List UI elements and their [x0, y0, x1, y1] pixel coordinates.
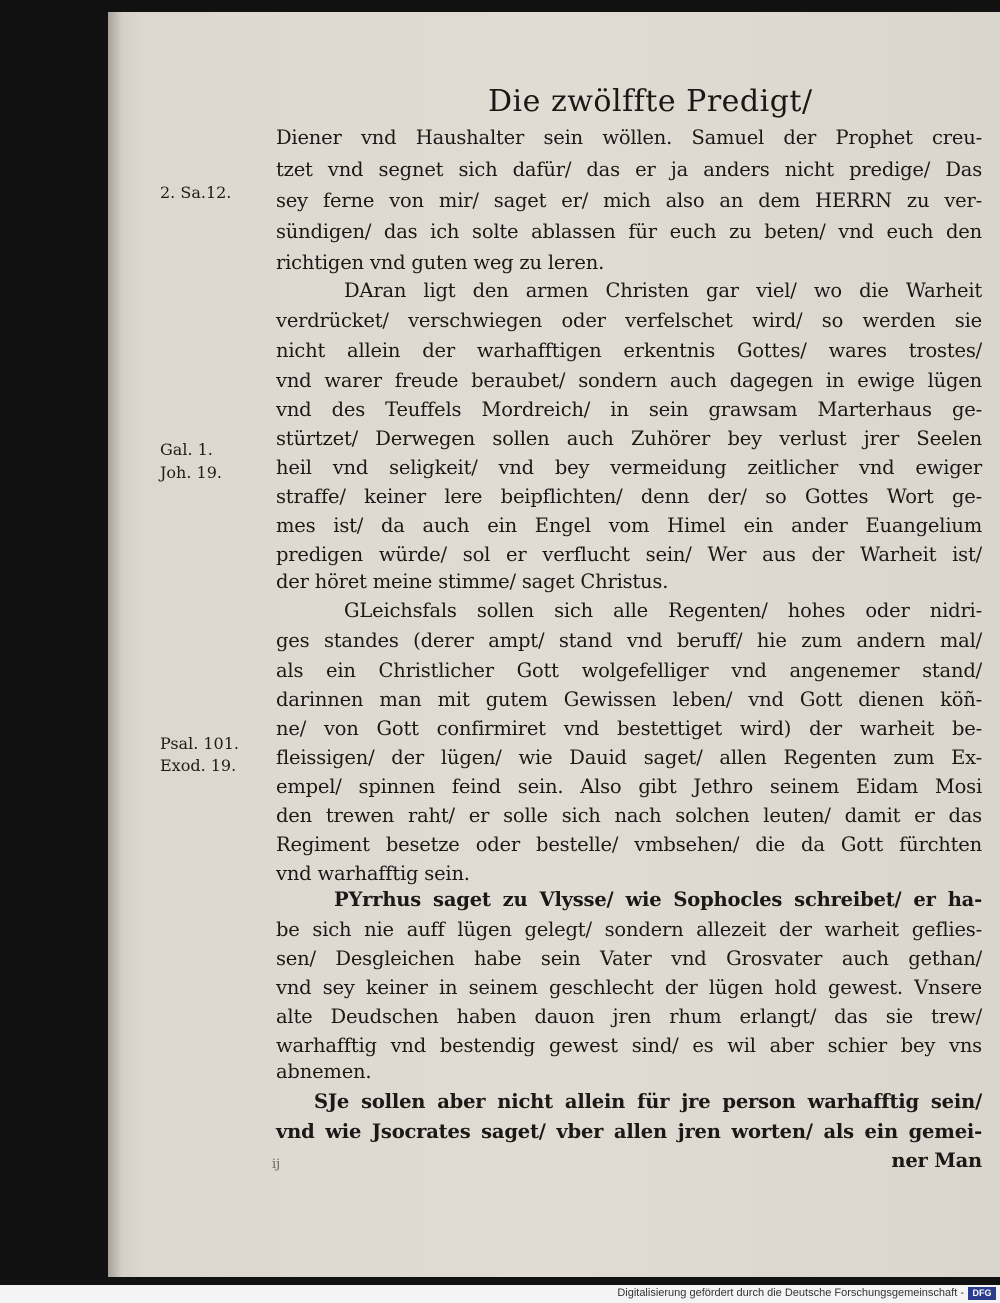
text-line: vnd warhafftig sein.: [276, 862, 470, 885]
dfg-logo: DFG: [968, 1287, 996, 1300]
text-line: Diener vnd Haushalter sein wöllen. Samuel der Prophet creu-: [276, 126, 982, 149]
text-line: sey ferne von mir/ saget er/ mich also an dem HERRN zu ver-: [276, 189, 982, 212]
marginal-reference: Joh. 19.: [160, 463, 222, 482]
signature-mark: ij: [272, 1157, 281, 1172]
text-line: alte Deudschen haben dauon jren rhum erlangt/ das sie trew/: [276, 1005, 982, 1028]
text-line: verdrücket/ verschwiegen oder verfelschet wird/ so werden sie: [276, 309, 982, 332]
text-line: ges standes (derer ampt/ stand vnd beruff/ hie zum andern mal/: [276, 629, 982, 652]
text-line: richtigen vnd guten weg zu leren.: [276, 251, 605, 274]
text-line: vnd sey keiner in seinem geschlecht der lügen hold gewest. Vnsere: [276, 976, 982, 999]
text-line: abnemen.: [276, 1060, 372, 1083]
footer-bar: [0, 1285, 1000, 1303]
text-line: vnd des Teuffels Mordreich/ in sein grawsam Marterhaus ge-: [276, 398, 982, 421]
text-line: vnd warer freude beraubet/ sondern auch dagegen in ewige lügen: [276, 369, 982, 392]
text-line: darinnen man mit gutem Gewissen leben/ vnd Gott dienen köñ-: [276, 688, 982, 711]
paragraph-initial-line: DAran ligt den armen Christen gar viel/ wo die Warheit: [344, 279, 982, 302]
text-line: den trewen raht/ er solle sich nach solchen leuten/ damit er das: [276, 804, 982, 827]
marginal-reference: Exod. 19.: [160, 756, 237, 775]
text-line: der höret meine stimme/ saget Christus.: [276, 570, 669, 593]
text-line: Regiment besetze oder bestelle/ vmbsehen/ die da Gott fürchten: [276, 833, 982, 856]
text-line: heil vnd seligkeit/ vnd bey vermeidung zeitlicher vnd ewiger: [276, 456, 982, 479]
text-line: sündigen/ das ich solte ablassen für euch zu beten/ vnd euch den: [276, 220, 982, 243]
text-line: als ein Christlicher Gott wolgefelliger vnd angenemer stand/: [276, 659, 982, 682]
page-gutter-shadow: [108, 12, 122, 1277]
text-line: nicht allein der warhafftigen erkentnis Gottes/ wares trostes/: [276, 339, 982, 362]
paragraph-initial-line: GLeichsfals sollen sich alle Regenten/ hohes oder nidri-: [344, 599, 982, 622]
paragraph-initial-line: SJe sollen aber nicht allein für jre person warhafftig sein/: [314, 1090, 982, 1113]
text-line: sen/ Desgleichen habe sein Vater vnd Grosvater auch gethan/: [276, 947, 982, 970]
catchword: ner Man: [891, 1149, 982, 1172]
text-line: vnd wie Jsocrates saget/ vber allen jren worten/ als ein gemei-: [276, 1120, 982, 1143]
marginal-reference: Psal. 101.: [160, 734, 239, 753]
funding-credit: Digitalisierung gefördert durch die Deutsche Forschungsgemeinschaft -: [617, 1287, 964, 1299]
running-head: Die zwölffte Predigt/: [488, 84, 813, 119]
text-line: straffe/ keiner lere beipflichten/ denn der/ so Gottes Wort ge-: [276, 485, 982, 508]
book-page: [108, 12, 1000, 1277]
text-line: ne/ von Gott confirmiret vnd bestettiget wird) der warheit be-: [276, 717, 982, 740]
text-line: be sich nie auff lügen gelegt/ sondern allezeit der warheit geflies-: [276, 918, 982, 941]
text-line: empel/ spinnen feind sein. Also gibt Jethro seinem Eidam Mosi: [276, 775, 982, 798]
text-line: stürtzet/ Derwegen sollen auch Zuhörer bey verlust jrer Seelen: [276, 427, 982, 450]
text-line: fleissigen/ der lügen/ wie Dauid saget/ allen Regenten zum Ex-: [276, 746, 982, 769]
marginal-reference: Gal. 1.: [160, 440, 213, 459]
text-line: mes ist/ da auch ein Engel vom Himel ein ander Euangelium: [276, 514, 982, 537]
text-line: warhafftig vnd bestendig gewest sind/ es wil aber schier bey vns: [276, 1034, 982, 1057]
paragraph-initial-line: PYrrhus saget zu Vlysse/ wie Sophocles schreibet/ er ha-: [334, 888, 982, 911]
text-line: tzet vnd segnet sich dafür/ das er ja anders nicht predige/ Das: [276, 158, 982, 181]
text-line: predigen würde/ sol er verflucht sein/ Wer aus der Warheit ist/: [276, 543, 982, 566]
marginal-reference: 2. Sa.12.: [160, 183, 232, 202]
